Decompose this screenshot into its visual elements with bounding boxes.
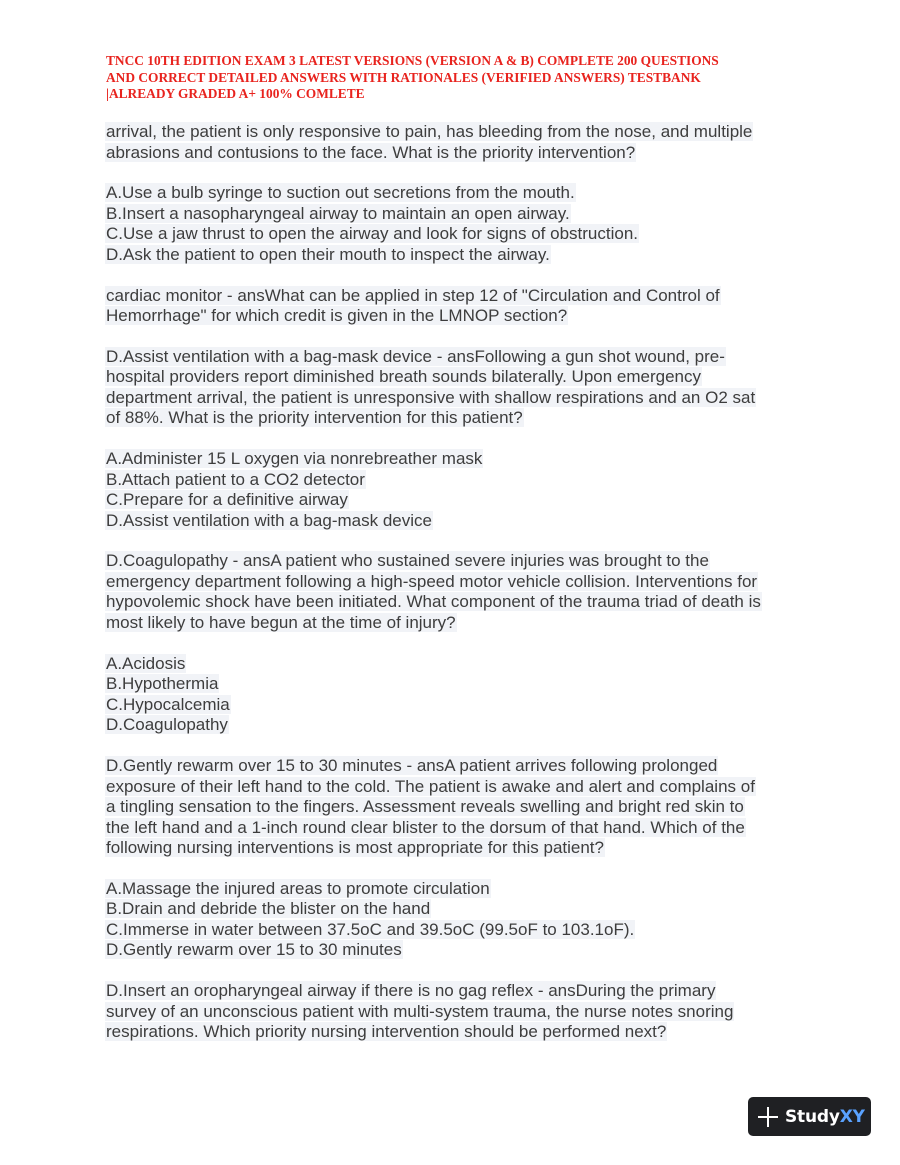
document-header [106, 53, 806, 103]
option-line: D.Gently rewarm over 15 to 30 minutes [106, 940, 402, 960]
paragraph-options [105, 449, 805, 531]
text-line: hospital providers report diminished breath sounds bilaterally. Upon emergency [106, 367, 701, 387]
option-line: B.Drain and debride the blister on the hand [106, 899, 431, 919]
text-line: Hemorrhage" for which credit is given in the LMNOP section? [106, 306, 568, 326]
option-line: A.Massage the injured areas to promote circulation [106, 878, 490, 898]
paragraph-answer-question [105, 347, 805, 429]
text-line: D.Coagulopathy - ansA patient who sustained severe injuries was brought to the [106, 551, 709, 571]
option-line: B.Attach patient to a CO2 detector [106, 469, 365, 489]
paragraph-answer-question [105, 551, 805, 633]
text-line: the left hand and a 1-inch round clear blister to the dorsum of that hand. Which of the [106, 817, 745, 837]
text-line: most likely to have begun at the time of injury? [106, 612, 456, 632]
text-line: exposure of their left hand to the cold. The patient is awake and alert and complains of [106, 776, 755, 796]
header-line: AND CORRECT DETAILED ANSWERS WITH RATIONALES (VERIFIED ANSWERS) TESTBANK [106, 69, 701, 85]
paragraph-question-continuation [105, 122, 805, 163]
document-body [105, 122, 805, 1043]
option-line: A.Administer 15 L oxygen via nonrebreather mask [106, 449, 483, 469]
option-line: B.Hypothermia [106, 674, 219, 694]
logo-text-accent: XY [839, 1106, 865, 1127]
text-line: D.Gently rewarm over 15 to 30 minutes - ansA patient arrives following prolonged [106, 756, 718, 776]
header-line: |ALREADY GRADED A+ 100% COMLETE [106, 86, 365, 101]
text-line: emergency department following a high-speed motor vehicle collision. Interventions for [106, 571, 758, 591]
header-line: TNCC 10TH EDITION EXAM 3 LATEST VERSIONS (VERSION A & B) COMPLETE 200 QUESTIONS [106, 53, 719, 68]
text-line: of 88%. What is the priority intervention for this patient? [106, 408, 523, 428]
paragraph-options [105, 183, 805, 265]
paragraph-answer-question [105, 756, 805, 859]
option-line: A.Use a bulb syringe to suction out secretions from the mouth. [106, 183, 575, 203]
paragraph-answer-question [105, 286, 805, 327]
text-line: survey of an unconscious patient with multi-system trauma, the nurse notes snoring [106, 1001, 734, 1021]
paragraph-answer-question [105, 981, 805, 1043]
text-line: hypovolemic shock have been initiated. What component of the trauma triad of death is [106, 592, 761, 612]
text-line: cardiac monitor - ansWhat can be applied in step 12 of "Circulation and Control of [106, 285, 720, 305]
plus-icon [757, 1106, 779, 1128]
logo-text-main: Study [785, 1106, 840, 1127]
studyxy-logo[interactable] [748, 1097, 871, 1136]
text-line: abrasions and contusions to the face. What is the priority intervention? [106, 142, 636, 162]
option-line: C.Prepare for a definitive airway [106, 490, 348, 510]
logo-text [785, 1107, 865, 1127]
option-line: C.Hypocalcemia [106, 694, 230, 714]
text-line: D.Assist ventilation with a bag-mask device - ansFollowing a gun shot wound, pre- [106, 346, 725, 366]
text-line: D.Insert an oropharyngeal airway if there is no gag reflex - ansDuring the primary [106, 981, 716, 1001]
text-line: respirations. Which priority nursing intervention should be performed next? [106, 1022, 667, 1042]
option-line: C.Immerse in water between 37.5oC and 39.5oC (99.5oF to 103.1oF). [106, 919, 635, 939]
text-line: arrival, the patient is only responsive to pain, has bleeding from the nose, and multiple [106, 122, 753, 141]
option-line: D.Ask the patient to open their mouth to inspect the airway. [106, 244, 550, 264]
option-line: C.Use a jaw thrust to open the airway and look for signs of obstruction. [106, 224, 638, 244]
option-line: B.Insert a nasopharyngeal airway to maintain an open airway. [106, 203, 570, 223]
text-line: a tingling sensation to the fingers. Assessment reveals swelling and bright red skin to [106, 797, 744, 817]
text-line: following nursing interventions is most appropriate for this patient? [106, 838, 604, 858]
paragraph-options [105, 879, 805, 961]
paragraph-options [105, 654, 805, 736]
text-line: department arrival, the patient is unresponsive with shallow respirations and an O2 sat [106, 387, 756, 407]
option-line: D.Assist ventilation with a bag-mask device [106, 510, 432, 530]
option-line: D.Coagulopathy [106, 715, 228, 735]
option-line: A.Acidosis [106, 653, 186, 673]
